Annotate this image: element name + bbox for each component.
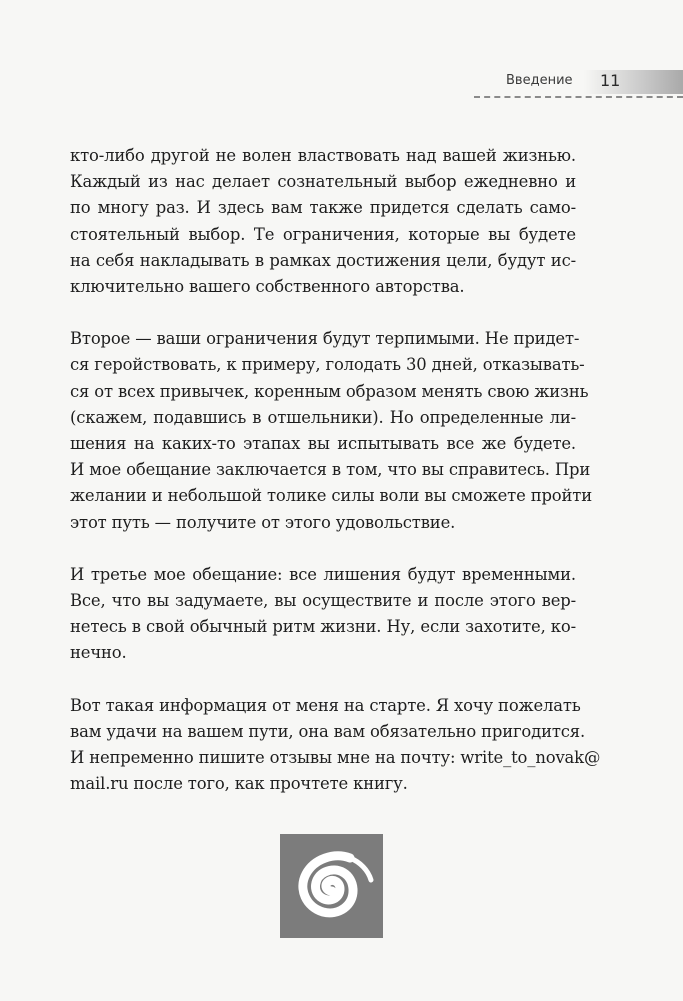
page-number: 11 bbox=[600, 71, 621, 90]
text-line: И мое обещание заключается в том, что вы справитесь. При bbox=[70, 460, 591, 480]
paragraph-3 bbox=[70, 562, 576, 667]
text-line: mail.ru после того, как прочтете книгу. bbox=[70, 774, 408, 794]
header-dashed-rule bbox=[474, 96, 683, 98]
text-line: Второе — ваши ограничения будут терпимыми. Не придет- bbox=[70, 329, 580, 349]
header-gradient-band bbox=[584, 70, 683, 94]
text-line: ключительно вашего собственного авторства. bbox=[70, 277, 465, 297]
text-line: (скажем, подавшись в отшельники). Но определенные ли- bbox=[70, 407, 576, 427]
text-line: И непременно пишите отзывы мне на почту: write_to_novak@ bbox=[70, 748, 601, 768]
page-body bbox=[70, 143, 601, 823]
paragraph-1 bbox=[70, 143, 576, 300]
text-line: Вот такая информация от меня на старте. Я хочу пожелать bbox=[70, 695, 581, 715]
text-line: этот путь — получите от этого удовольствие. bbox=[70, 512, 456, 532]
text-line: ся геройствовать, к примеру, голодать 30 дней, отказывать- bbox=[70, 355, 585, 375]
text-line: на себя накладывать в рамках достижения цели, будут ис- bbox=[70, 250, 576, 270]
text-line: шения на каких-то этапах вы испытывать все же будете. bbox=[70, 434, 576, 454]
text-line: по многу раз. И здесь вам также придется сделать само- bbox=[70, 198, 576, 218]
chapter-title: Введение bbox=[506, 73, 573, 88]
running-header bbox=[474, 70, 683, 94]
text-line: нетесь в свой обычный ритм жизни. Ну, если захотите, ко- bbox=[70, 617, 576, 637]
paragraph-4 bbox=[70, 693, 601, 798]
text-line: нечно. bbox=[70, 643, 127, 663]
spiral-emblem-icon bbox=[280, 834, 383, 938]
text-line: Все, что вы задумаете, вы осуществите и после этого вер- bbox=[70, 591, 576, 611]
text-line: кто-либо другой не волен властвовать над вашей жизнью. bbox=[70, 146, 576, 165]
text-line: Каждый из нас делает сознательный выбор ежедневно и bbox=[70, 172, 576, 192]
text-line: ся от всех привычек, коренным образом менять свою жизнь bbox=[70, 381, 589, 401]
text-line: стоятельный выбор. Те ограничения, которые вы будете bbox=[70, 224, 576, 244]
text-line: вам удачи на вашем пути, она вам обязательно пригодится. bbox=[70, 721, 586, 741]
text-line: желании и небольшой толике силы воли вы сможете пройти bbox=[70, 486, 592, 506]
text-line: И третье мое обещание: все лишения будут временными. bbox=[70, 564, 576, 584]
paragraph-2 bbox=[70, 326, 592, 536]
